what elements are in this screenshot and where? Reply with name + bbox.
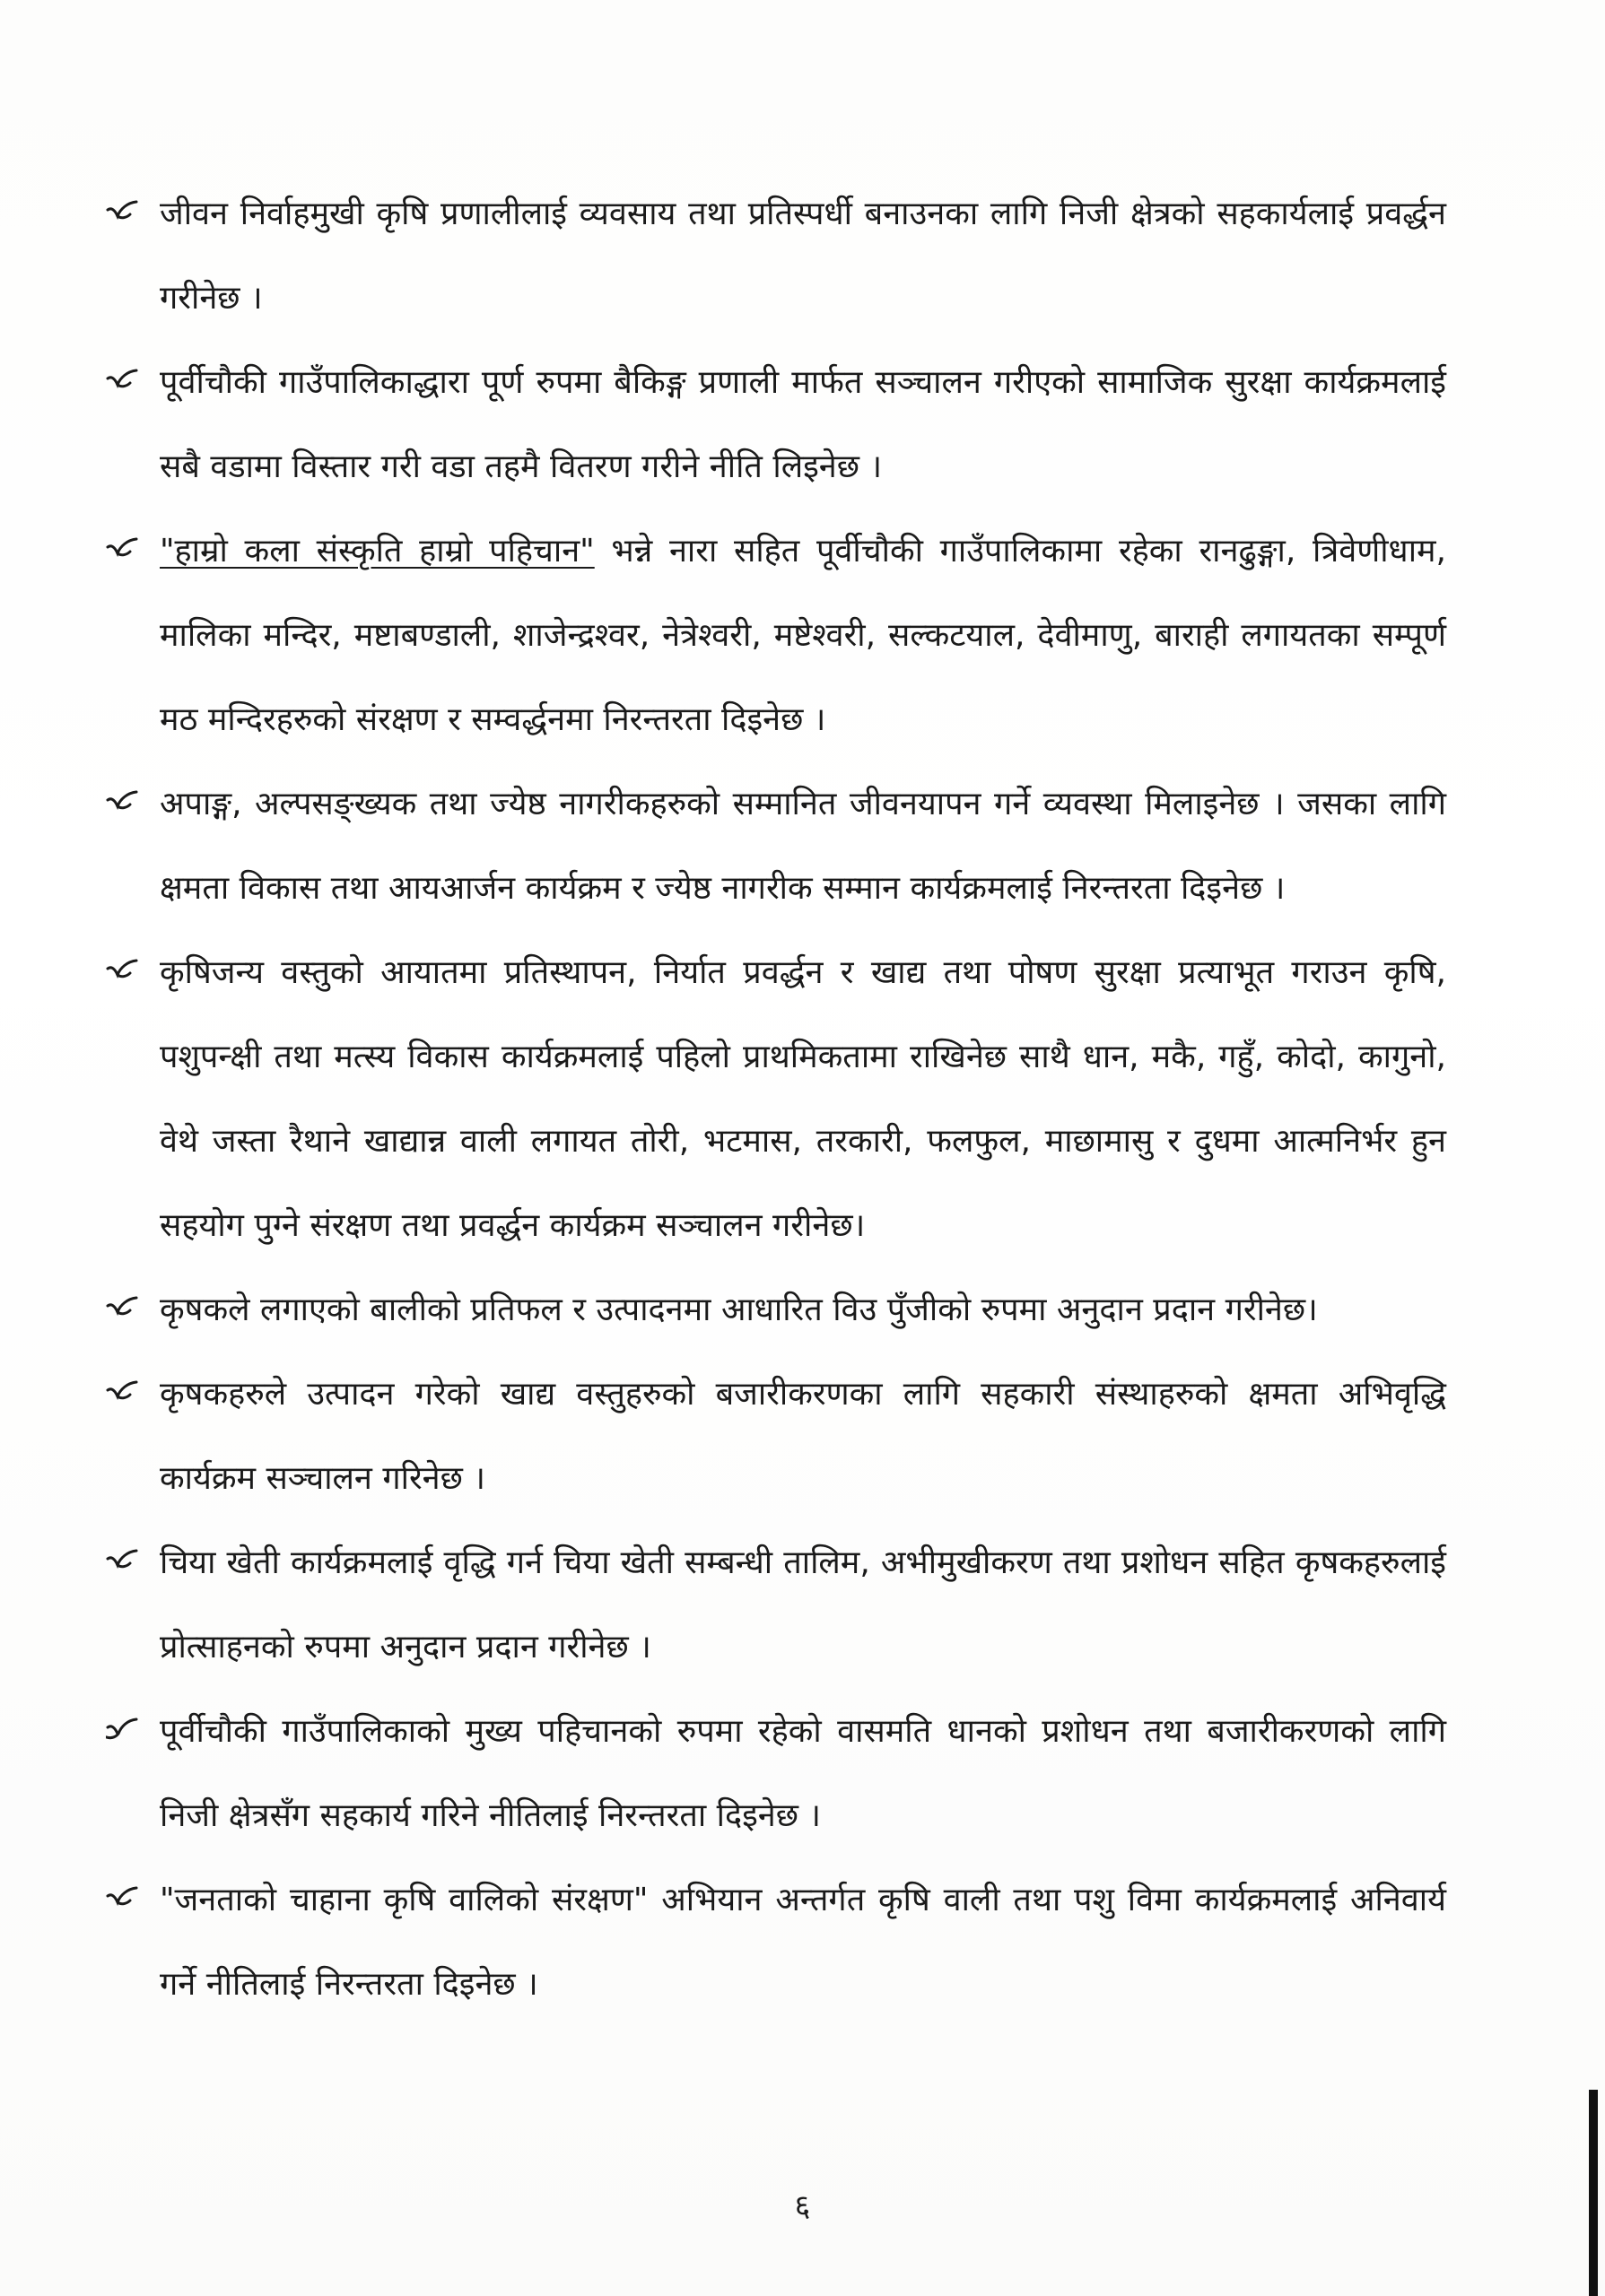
list-item (100, 1352, 1446, 1521)
scan-edge-shadow (1589, 2090, 1598, 2296)
list-item (100, 1268, 1446, 1352)
checkmark-bullet-icon (106, 958, 138, 985)
checkmark-bullet-icon (106, 368, 138, 395)
list-item-text: चिया खेती कार्यक्रमलाई वृद्धि गर्न चिया खेती सम्बन्धी तालिम, अभीमुखीकरण तथा प्रशोधन सहित कृषकहरुलाई प्रोत्साहनको रुपमा अनुदान प्रदान गरीनेछ । (160, 1544, 1446, 1665)
list-item (100, 1690, 1446, 1858)
list-item-text: पूर्वीचौकी गाउँपालिकाद्धारा पूर्ण रुपमा बैकिङ्ग प्रणाली मार्फत सञ्चालन गरीएको सामाजिक सुरक्षा कार्यक्रमलाई सबै वडामा विस्तार गरी वडा तहमै वितरण गरीने नीति लिइनेछ । (160, 364, 1446, 485)
slogan-text: "हाम्रो कला संस्कृति हाम्रो पहिचान" (160, 533, 595, 570)
list-item-text: अपाङ्ग, अल्पसङ्ख्यक तथा ज्येष्ठ नागरीकहरुको सम्मानित जीवनयापन गर्ने व्यवस्था मिलाइनेछ । जसका लागि क्षमता विकास तथा आयआर्जन कार्यक्रम र ज्येष्ठ नागरीक सम्मान कार्यक्रमलाई निरन्तरता दिइनेछ । (160, 786, 1446, 907)
list-item-text: कृषकले लगाएको बालीको प्रतिफल र उत्पादनमा आधारित विउ पुँजीको रुपमा अनुदान प्रदान गरीनेछ। (160, 1292, 1318, 1328)
checkmark-bullet-icon (106, 1295, 138, 1322)
list-item-text: "जनताको चाहाना कृषि वालिको संरक्षण" अभियान अन्तर्गत कृषि वाली तथा पशु विमा कार्यक्रमलाई अनिवार्य गर्ने नीतिलाई निरन्तरता दिइनेछ । (160, 1882, 1446, 2003)
list-item-text: पूर्वीचौकी गाउँपालिकाको मुख्य पहिचानको रुपमा रहेको वासमति धानको प्रशोधन तथा बजारीकरणको लागि निजी क्षेत्रसँग सहकार्य गरिने नीतिलाई निरन्तरता दिइनेछ । (160, 1713, 1446, 1834)
checkmark-bullet-icon (106, 1548, 138, 1575)
list-item-text: कृषिजन्य वस्तुको आयातमा प्रतिस्थापन, निर्यात प्रवर्द्धन र खाद्य तथा पोषण सुरक्षा प्रत्याभूत गराउन कृषि, पशुपन्क्षी तथा मत्स्य विकास कार्यक्रमलाई पहिलो प्राथमिकतामा राखिनेछ साथै धान, मकै, गहुँ, कोदो, कागुनो, वेथे जस्ता रैथाने खाद्यान्न वाली लगायत तोरी, भटमास, तरकारी, फलफुल, माछामासु र दुधमा आत्मनिर्भर हुन सहयोग पुग्ने संरक्षण तथा प्रवर्द्धन कार्यक्रम सञ्चालन गरीनेछ। (160, 954, 1446, 1244)
checkmark-bullet-icon (106, 1717, 138, 1744)
list-item (100, 341, 1446, 509)
list-item-text: जीवन निर्वाहमुखी कृषि प्रणालीलाई व्यवसाय तथा प्रतिस्पर्धी बनाउनका लागि निजी क्षेत्रको सहकार्यलाई प्रवर्द्धन गरीनेछ । (160, 196, 1446, 317)
checkmark-bullet-icon (106, 1379, 138, 1406)
list-item-text: भन्ने नारा सहित पूर्वीचौकी गाउँपालिकामा रहेका रानढुङ्गा, त्रिवेणीधाम, मालिका मन्दिर, मष्टाबण्डाली, शाजेन्द्रश्वर, नेत्रेश्वरी, मष्टेश्वरी, सल्कटयाल, देवीमाणु, बाराही लगायतका सम्पूर्ण मठ मन्दिरहरुको संरक्षण र सम्वर्द्धनमा निरन्तरता दिइनेछ । (160, 533, 1446, 738)
page-number: ६ (794, 2188, 811, 2224)
checkmark-bullet-icon (106, 1885, 138, 1912)
list-item (100, 509, 1446, 762)
checkmark-bullet-icon (106, 536, 138, 563)
list-item (100, 1521, 1446, 1690)
policy-bullet-list (100, 172, 1446, 2027)
checkmark-bullet-icon (106, 789, 138, 816)
list-item (100, 172, 1446, 341)
checkmark-bullet-icon (106, 199, 138, 226)
list-item (100, 1858, 1446, 2027)
list-item (100, 762, 1446, 931)
list-item (100, 931, 1446, 1268)
list-item-text: कृषकहरुले उत्पादन गरेको खाद्य वस्तुहरुको बजारीकरणका लागि सहकारी संस्थाहरुको क्षमता अभिवृद्धि कार्यक्रम सञ्चालन गरिनेछ । (160, 1376, 1446, 1497)
